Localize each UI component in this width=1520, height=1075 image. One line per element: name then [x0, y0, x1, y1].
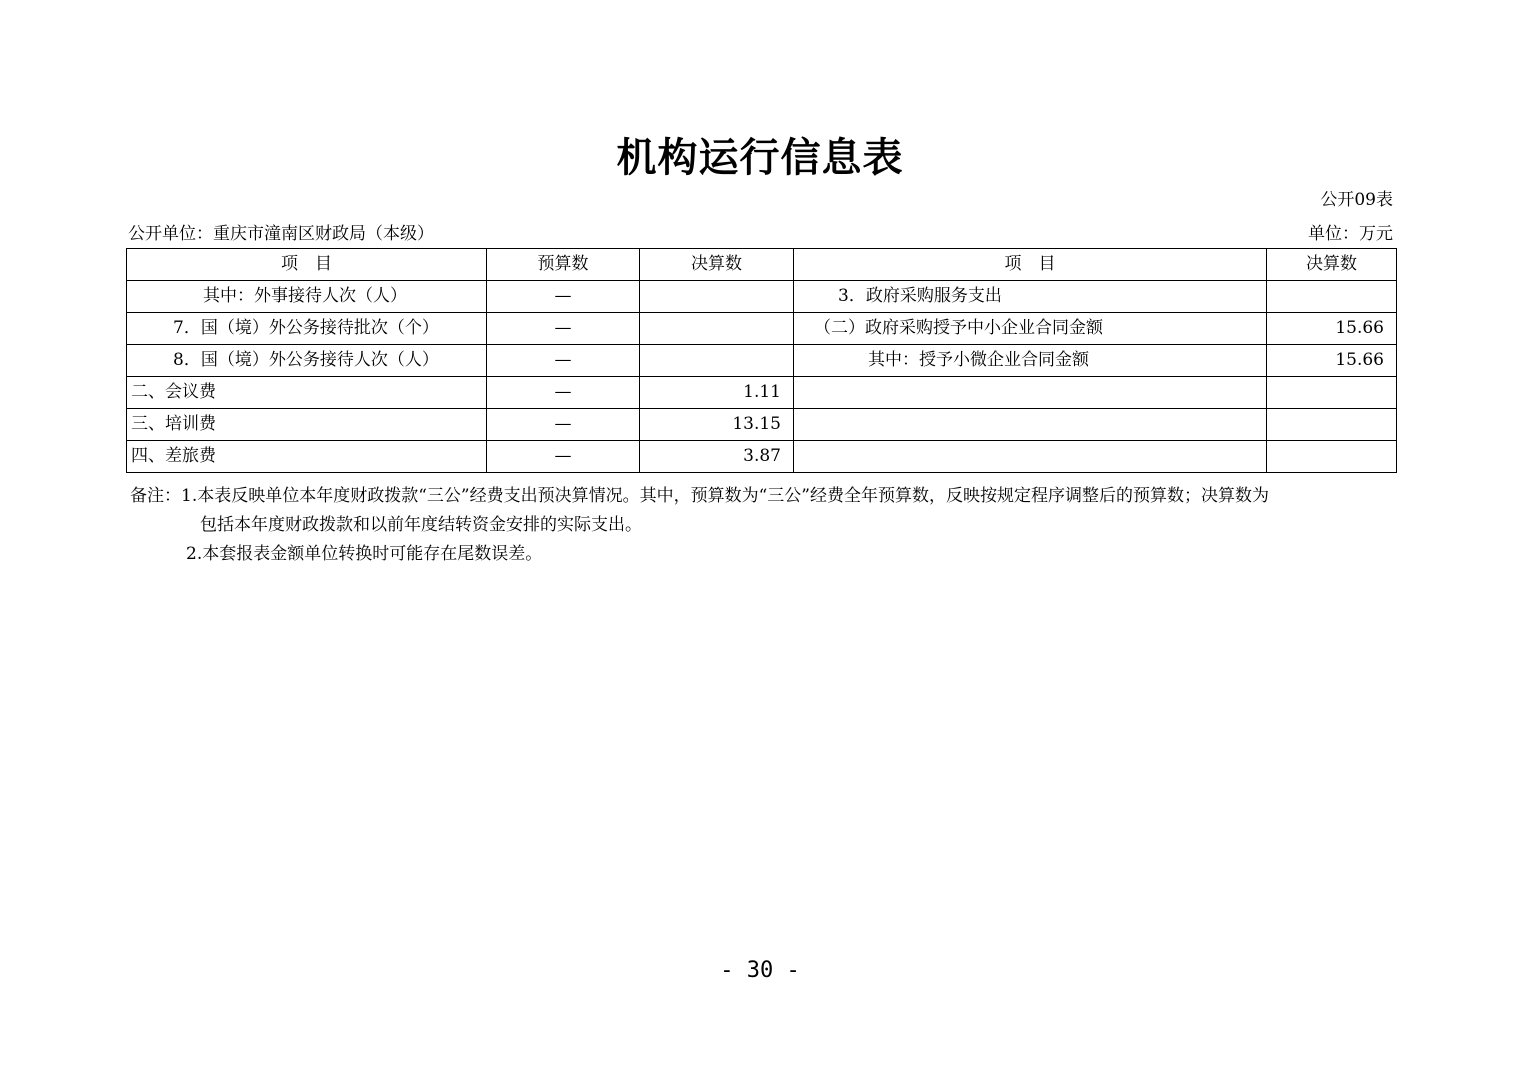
reporting-unit: 公开单位：重庆市潼南区财政局（本级） [128, 224, 434, 244]
row-item-right: 3．政府采购服务支出 [794, 281, 1267, 313]
table-row [127, 409, 1397, 441]
row-item-right [794, 409, 1267, 441]
page-number: - 30 - [720, 958, 800, 983]
row-final-left [640, 345, 794, 377]
row-final-left: 13.15 [640, 409, 794, 441]
row-item-right [794, 441, 1267, 473]
note-line-1: 备注：1.本表反映单位本年度财政拨款“三公”经费支出预决算情况。其中，预算数为“三公”经费全年预算数，反映按规定程序调整后的预算数；决算数为 [130, 486, 1269, 506]
row-budget: — [487, 441, 640, 473]
row-item-right: （二）政府采购授予中小企业合同金额 [794, 313, 1267, 345]
table-row [127, 441, 1397, 473]
table-row [127, 345, 1397, 377]
row-final-right [1267, 409, 1397, 441]
row-final-right [1267, 441, 1397, 473]
row-budget: — [487, 377, 640, 409]
header-budget: 预算数 [487, 249, 640, 281]
row-final-right [1267, 377, 1397, 409]
table-header-row [127, 249, 1397, 281]
row-item-left: 其中：外事接待人次（人） [127, 281, 487, 313]
row-final-left [640, 281, 794, 313]
row-final-left [640, 313, 794, 345]
row-item-left: 8．国（境）外公务接待人次（人） [127, 345, 487, 377]
table-row [127, 313, 1397, 345]
currency-unit: 单位：万元 [1308, 224, 1393, 244]
row-budget: — [487, 409, 640, 441]
page-title: 机构运行信息表 [616, 134, 904, 181]
info-table [126, 248, 1397, 473]
row-item-left: 四、差旅费 [127, 441, 487, 473]
row-budget: — [487, 313, 640, 345]
row-budget: — [487, 281, 640, 313]
note-line-2: 包括本年度财政拨款和以前年度结转资金安排的实际支出。 [200, 515, 642, 535]
row-final-right: 15.66 [1267, 345, 1397, 377]
row-item-right [794, 377, 1267, 409]
row-final-right [1267, 281, 1397, 313]
row-budget: — [487, 345, 640, 377]
header-final-left: 决算数 [640, 249, 794, 281]
row-item-left: 7．国（境）外公务接待批次（个） [127, 313, 487, 345]
table-row [127, 281, 1397, 313]
row-final-right: 15.66 [1267, 313, 1397, 345]
header-item-left: 项 目 [127, 249, 487, 281]
header-final-right: 决算数 [1267, 249, 1397, 281]
form-number: 公开09表 [1320, 190, 1393, 210]
notes [130, 482, 1400, 569]
header-item-right: 项 目 [794, 249, 1267, 281]
table-row [127, 377, 1397, 409]
note-line-3: 2.本套报表金额单位转换时可能存在尾数误差。 [186, 544, 543, 564]
row-item-right: 其中：授予小微企业合同金额 [794, 345, 1267, 377]
row-final-left: 1.11 [640, 377, 794, 409]
row-item-left: 二、会议费 [127, 377, 487, 409]
row-item-left: 三、培训费 [127, 409, 487, 441]
row-final-left: 3.87 [640, 441, 794, 473]
